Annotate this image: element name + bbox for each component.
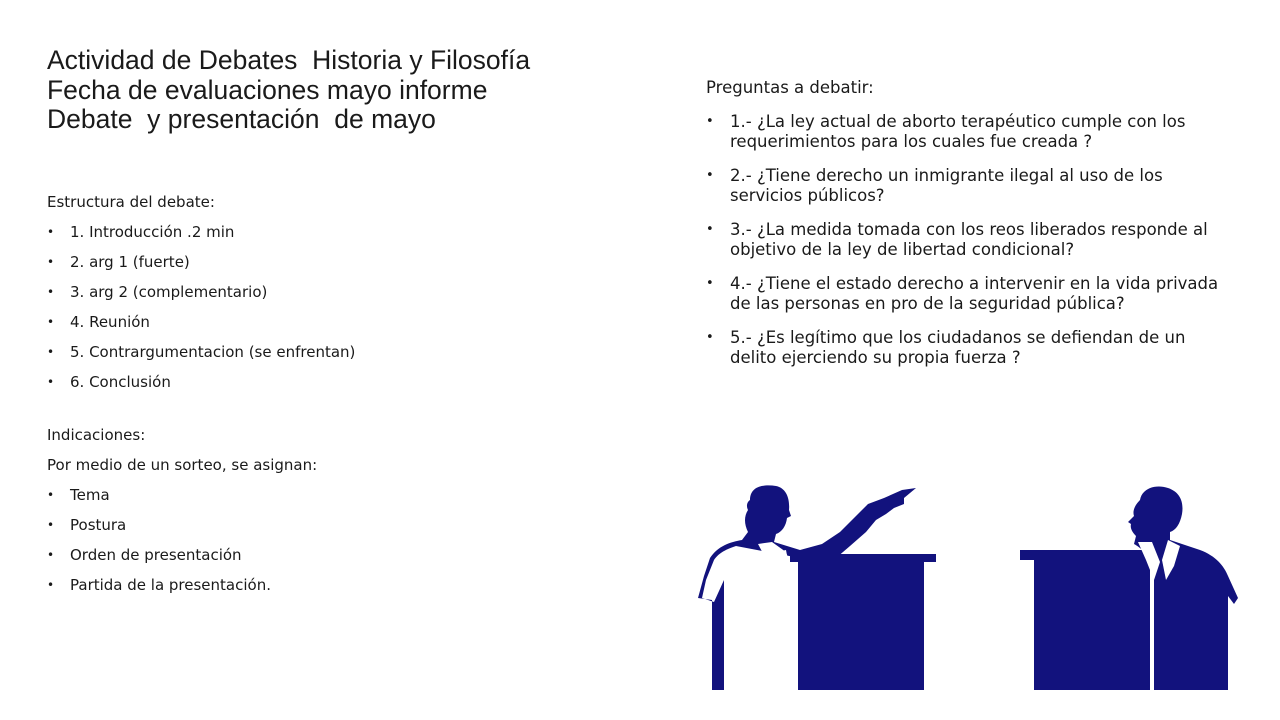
- estructura-item: • 2. arg 1 (fuerte): [47, 250, 647, 280]
- title-line-2: Fecha de evaluaciones mayo informe: [47, 74, 488, 105]
- indicaciones-item: • Orden de presentación: [47, 543, 647, 573]
- estructura-item: • 6. Conclusión: [47, 370, 647, 400]
- estructura-item: • 3. arg 2 (complementario): [47, 280, 647, 310]
- indicaciones-subheading: Por medio de un sorteo, se asignan:: [47, 456, 318, 474]
- title-line-3: Debate y presentación de mayo: [47, 104, 436, 134]
- debate-illustration: [690, 480, 1250, 690]
- pregunta-item: • 2.- ¿Tiene derecho un inmigrante ilegal al uso de los servicios públicos?: [706, 166, 1236, 206]
- title-line-1: Actividad de Debates Historia y Filosofía: [47, 45, 531, 75]
- preguntas-list: [706, 112, 1236, 368]
- left-content: [47, 190, 647, 603]
- indicaciones-item: • Tema: [47, 483, 647, 513]
- estructura-item: • 1. Introducción .2 min: [47, 220, 647, 250]
- indicaciones-heading: Indicaciones:: [47, 426, 146, 444]
- preguntas-heading: Preguntas a debatir:: [706, 78, 874, 97]
- pregunta-item: • 3.- ¿La medida tomada con los reos liberados responde al objetivo de la ley de libertad condicional?: [706, 220, 1236, 260]
- estructura-heading: Estructura del debate:: [47, 193, 215, 211]
- pregunta-item: • 1.- ¿La ley actual de aborto terapéutico cumple con los requerimientos para los cuales fue creada ?: [706, 112, 1236, 152]
- debater-left-figure: [698, 485, 936, 690]
- pregunta-item: • 4.- ¿Tiene el estado derecho a intervenir en la vida privada de las personas en pro de la seguridad pública?: [706, 274, 1236, 314]
- slide-title: [47, 46, 667, 135]
- pregunta-item: • 5.- ¿Es legítimo que los ciudadanos se defiendan de un delito ejerciendo su propia fuerza ?: [706, 328, 1236, 368]
- indicaciones-item: • Partida de la presentación.: [47, 573, 647, 603]
- indicaciones-item: • Postura: [47, 513, 647, 543]
- indicaciones-list: [47, 483, 647, 603]
- right-content: [706, 78, 1236, 382]
- estructura-item: • 4. Reunión: [47, 310, 647, 340]
- estructura-item: • 5. Contrargumentacion (se enfrentan): [47, 340, 647, 370]
- debater-right-figure: [1020, 487, 1238, 691]
- estructura-list: [47, 220, 647, 400]
